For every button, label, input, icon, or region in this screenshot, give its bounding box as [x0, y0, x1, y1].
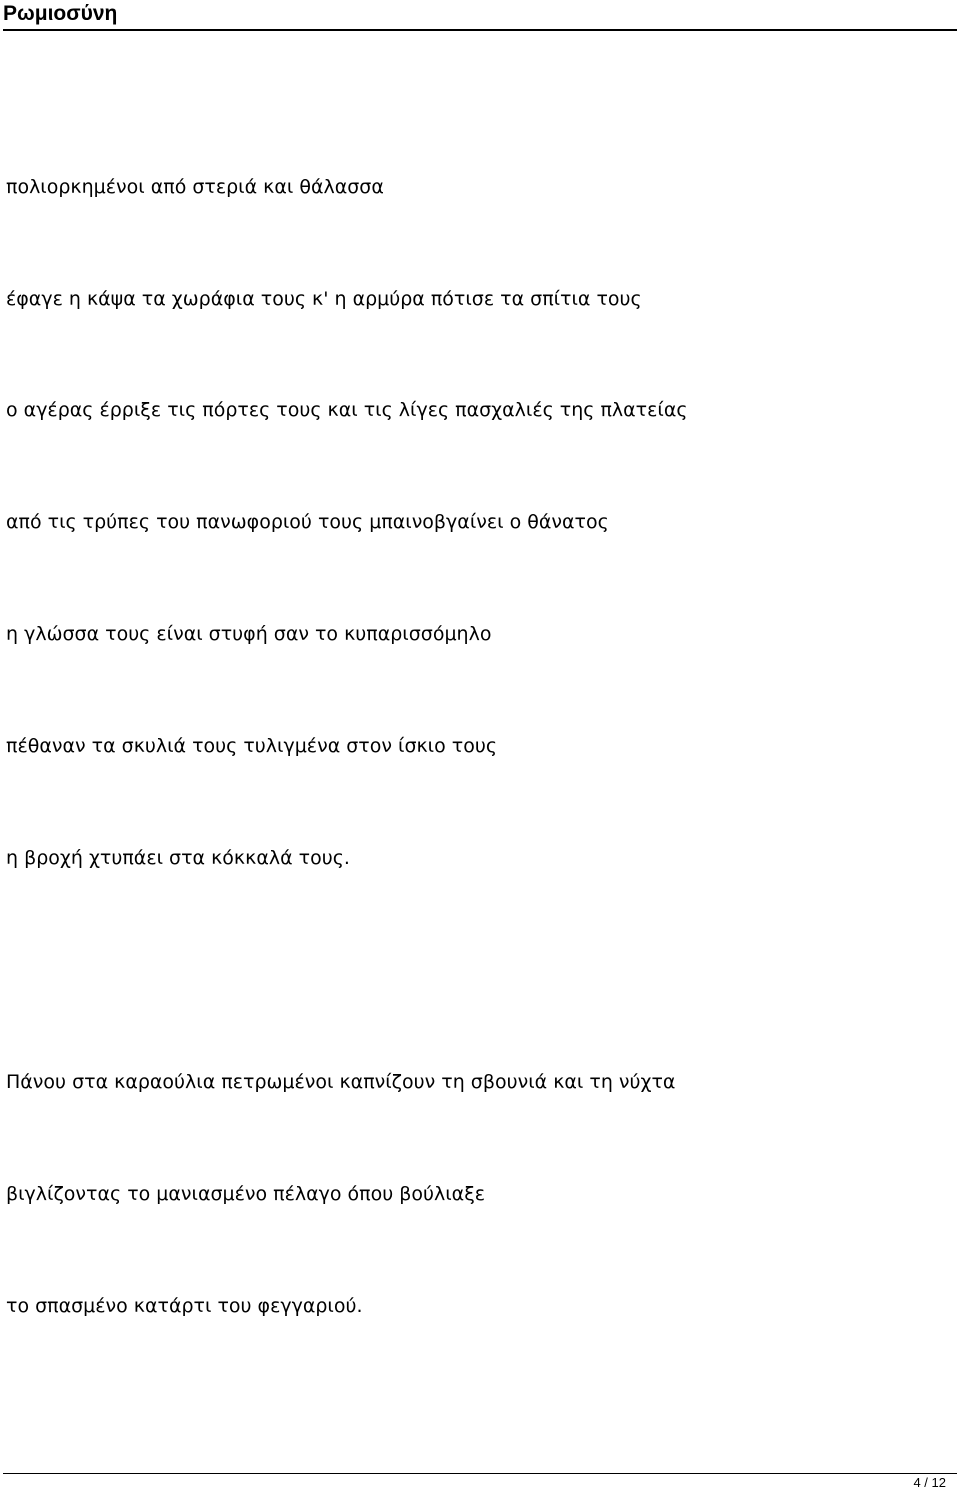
poem-line: πέθαναν τα σκυλιά τους τυλιγμένα στον ίσκιο τους — [6, 735, 497, 757]
header-divider — [3, 29, 957, 31]
poem-line: η βροχή χτυπάει στα κόκκαλά τους. — [6, 847, 350, 869]
poem-line: βιγλίζοντας το μανιασμένο πέλαγο όπου βούλιαξε — [6, 1183, 486, 1205]
poem-line: πολιορκημένοι από στεριά και θάλασσα — [6, 176, 384, 198]
poem-line: ο αγέρας έρριξε τις πόρτες τους και τις λίγες πασχαλιές της πλατείας — [6, 399, 688, 421]
poem-line: η γλώσσα τους είναι στυφή σαν το κυπαρισσόμηλο — [6, 623, 492, 645]
page-number: 4 / 12 — [913, 1475, 946, 1490]
footer-divider — [3, 1473, 957, 1474]
poem-line: από τις τρύπες του πανωφοριού τους μπαινοβγαίνει ο θάνατος — [6, 511, 609, 533]
poem-line: Πάνου στα καραούλια πετρωμένοι καπνίζουν τη σβουνιά και τη νύχτα — [6, 1071, 676, 1093]
poem-line: έφαγε η κάψα τα χωράφια τους κ' η αρμύρα πότισε τα σπίτια τους — [6, 288, 642, 310]
poem-line: το σπασμένο κατάρτι του φεγγαριού. — [6, 1295, 363, 1317]
document-title: Ρωμιοσύνη — [3, 2, 118, 25]
